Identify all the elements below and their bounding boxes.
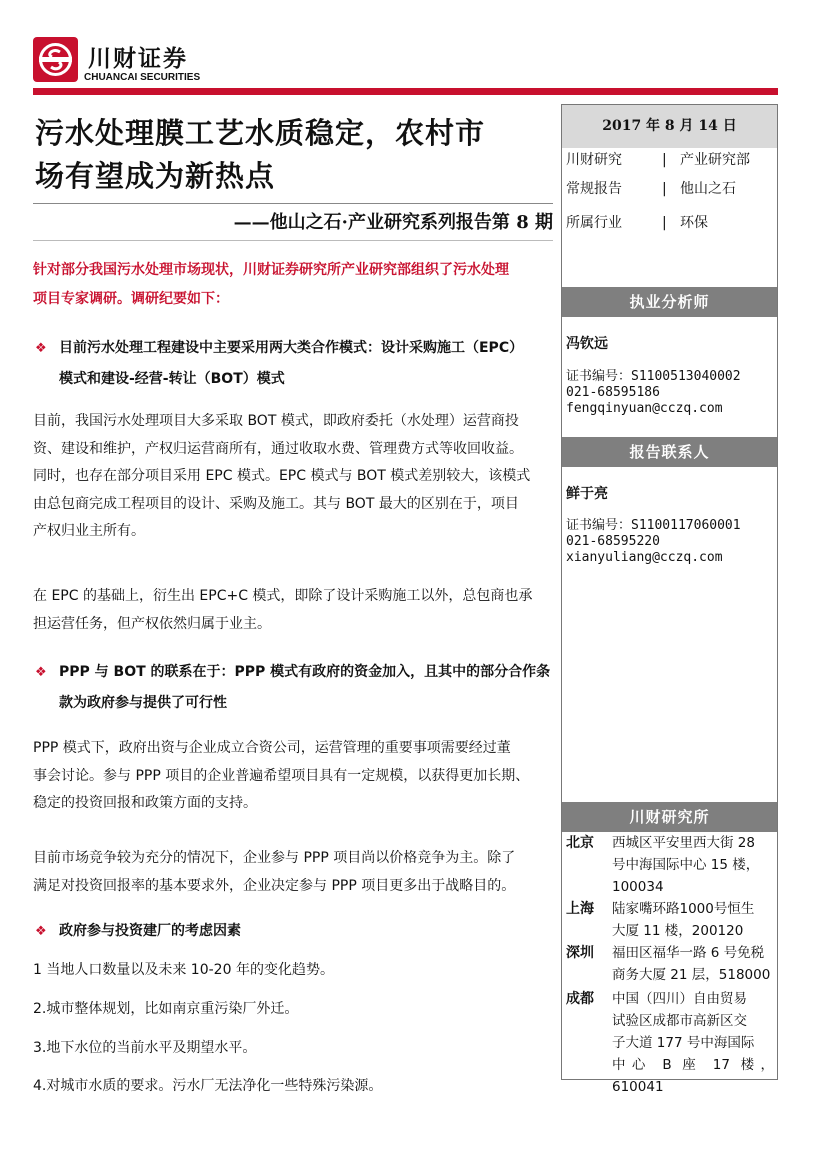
meta-key: 所属行业 [566, 215, 622, 231]
analyst-name: 冯钦远 [566, 336, 608, 352]
report-subtitle: ——他山之石·产业研究系列报告第 8 期 [233, 212, 553, 233]
office-address [612, 988, 774, 1098]
title-line-1: 污水处理膜工艺水质稳定，农村市 [35, 116, 486, 150]
contact-email[interactable]: xianyuliang@cczq.com [566, 550, 723, 565]
list-item: 2.城市整体规划，比如南京重污染厂外迁。 [33, 1001, 299, 1017]
office-address [612, 942, 774, 986]
paragraph-line: 目前，我国污水处理项目大多采取 BOT 模式，即政府委托（水处理）运营商投 [33, 413, 519, 429]
title-line-2: 场有望成为新热点 [35, 159, 276, 193]
analyst-email[interactable]: fengqinyuan@cczq.com [566, 401, 723, 416]
contact-info [566, 518, 741, 566]
intro-line: 项目专家调研。调研纪要如下： [33, 291, 229, 307]
contact-cert: 证书编号：S1100117060001 [566, 518, 741, 533]
heading-line: PPP 与 BOT 的联系在于：PPP 模式有政府的资金加入，且其中的部分合作条 [59, 664, 551, 680]
paragraph-line: 同时，也存在部分项目采用 EPC 模式。EPC 模式与 BOT 模式差别较大，该模式 [33, 468, 531, 484]
meta-separator: | [662, 152, 667, 168]
address-line: 号中海国际中心 15 楼， [612, 857, 760, 873]
meta-key: 川财研究 [566, 152, 622, 168]
address-line: 大厦 11 楼，200120 [612, 923, 744, 939]
subtitle-divider [33, 240, 553, 241]
list-item: 3.地下水位的当前水平及期望水平。 [33, 1040, 257, 1056]
address-line: 商务大厦 21 层，518000 [612, 967, 771, 983]
paragraph [33, 583, 553, 638]
meta-value: 他山之石 [680, 181, 736, 197]
analyst-heading: 执业分析师 [562, 287, 777, 317]
chuancai-logo-icon [33, 37, 78, 82]
meta-row [566, 150, 776, 170]
address-line: 试验区成都市高新区交 [612, 1013, 747, 1029]
office-city: 成都 [566, 991, 594, 1007]
office-address [612, 898, 774, 942]
brand-name-en: CHUANCAI SECURITIES [84, 72, 201, 83]
address-line: 西城区平安里西大街 28 [612, 835, 755, 851]
contact-phone: 021-68595220 [566, 534, 660, 549]
office-city: 深圳 [566, 945, 594, 961]
paragraph-line: PPP 模式下，政府出资与企业成立合资公司，运营管理的重要事项需要经过董 [33, 740, 511, 756]
section-heading [33, 657, 553, 719]
brand-name-cn: 川财证券 [88, 46, 188, 72]
diamond-bullet-icon: ❖ [35, 665, 47, 680]
diamond-bullet-icon: ❖ [35, 924, 47, 939]
address-line: 陆家嘴环路1000号恒生 [612, 901, 755, 917]
meta-key: 常规报告 [566, 181, 622, 197]
paragraph [33, 845, 553, 900]
office-address [612, 832, 774, 898]
paragraph [33, 735, 553, 818]
address-line: 中国（四川）自由贸易 [612, 991, 747, 1007]
address-line: 子大道 177 号中海国际 [612, 1035, 755, 1051]
meta-separator: | [662, 215, 667, 231]
paragraph-line: 产权归业主所有。 [33, 523, 145, 539]
meta-row [566, 179, 776, 199]
paragraph-line: 目前市场竞争较为充分的情况下，企业参与 PPP 项目尚以价格竞争为主。除了 [33, 850, 516, 866]
list-item: 1 当地人口数量以及未来 10-20 年的变化趋势。 [33, 962, 334, 978]
paragraph-line: 事会讨论。参与 PPP 项目的企业普遍希望项目具有一定规模，以获得更加长期、 [33, 767, 530, 784]
address-line: 100034 [612, 879, 664, 895]
intro-line: 针对部分我国污水处理市场现状，川财证券研究所产业研究部组织了污水处理 [33, 262, 509, 278]
meta-value: 环保 [680, 215, 708, 231]
heading-line: 模式和建设-经营-转让（BOT）模式 [59, 371, 285, 387]
title-divider [33, 203, 553, 204]
institute-heading: 川财研究所 [562, 802, 777, 832]
office-city: 北京 [566, 835, 594, 851]
header-rule [33, 88, 778, 95]
section-heading [33, 916, 553, 947]
report-title [35, 112, 555, 198]
address-line: 福田区福华一路 6 号免税 [612, 945, 765, 961]
paragraph-line: 满足对投资回报率的基本要求外，企业决定参与 PPP 项目更多出于战略目的。 [33, 877, 516, 894]
contact-heading: 报告联系人 [562, 437, 777, 467]
office-city: 上海 [566, 901, 594, 917]
intro-text [33, 256, 553, 314]
section-heading [33, 333, 553, 395]
list-item: 4.对城市水质的要求。污水厂无法净化一些特殊污染源。 [33, 1078, 383, 1094]
heading-line: 政府参与投资建厂的考虑因素 [59, 923, 241, 939]
contact-name: 鲜于亮 [566, 486, 608, 502]
address-line: 中心 B 座 17 楼，610041 [612, 1057, 774, 1095]
heading-line: 款为政府参与提供了可行性 [59, 695, 227, 711]
meta-separator: | [662, 181, 667, 197]
meta-value: 产业研究部 [680, 152, 750, 168]
paragraph-line: 在 EPC 的基础上，衍生出 EPC+C 模式，即除了设计采购施工以外，总包商也承 [33, 588, 533, 604]
meta-row [566, 213, 776, 233]
paragraph-line: 资、建设和维护，产权归运营商所有，通过收取水费、管理费方式等收回收益。 [33, 440, 523, 457]
paragraph-line: 由总包商完成工程项目的设计、采购及施工。其与 BOT 最大的区别在于，项目 [33, 495, 519, 512]
analyst-info [566, 369, 741, 417]
analyst-cert: 证书编号：S1100513040002 [566, 369, 741, 384]
report-date: 2017 年 8 月 14 日 [562, 105, 777, 148]
paragraph-line: 担运营任务，但产权依然归属于业主。 [33, 615, 271, 632]
paragraph-line: 稳定的投资回报和政策方面的支持。 [33, 795, 257, 811]
heading-line: 目前污水处理工程建设中主要采用两大类合作模式：设计采购施工（EPC） [59, 340, 524, 356]
diamond-bullet-icon: ❖ [35, 341, 47, 356]
paragraph [33, 408, 553, 546]
analyst-phone: 021-68595186 [566, 385, 660, 400]
